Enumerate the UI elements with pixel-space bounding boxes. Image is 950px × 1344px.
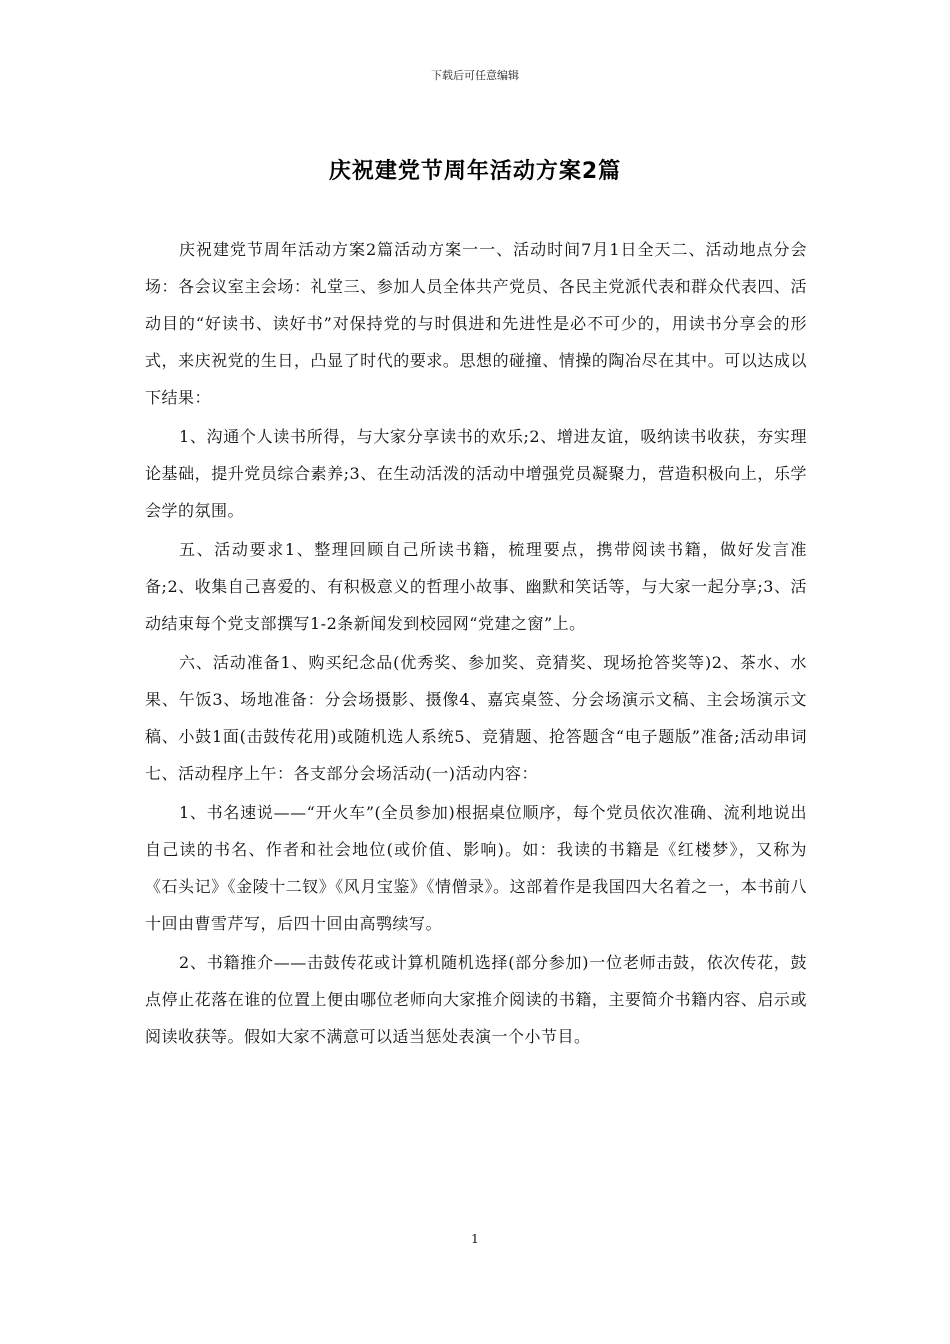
paragraph-intro: 庆祝建党节周年活动方案2篇活动方案一一、活动时间7月1日全天二、活动地点分会场：各会议室主会场：礼堂三、参加人员全体共产党员、各民主党派代表和群众代表四、活动目的“好读书、读好书”对保持党的与时俱进和先进性是必不可少的，用读书分享会的形式，来庆祝党的生日，凸显了时代的要求。思想的碰撞、情操的陶冶尽在其中。可以达成以下结果： xyxy=(145,240,807,407)
document-body xyxy=(145,231,807,1057)
document-title: 庆祝建党节周年活动方案2篇 xyxy=(328,159,622,184)
page-number: 1 xyxy=(471,1232,479,1246)
paragraph-results: 1、沟通个人读书所得，与大家分享读书的欢乐;2、增进友谊，吸纳读书收获，夯实理论基础，提升党员综合素养;3、在生动活泼的活动中增强党员凝聚力，营造积极向上，乐学会学的氛围。 xyxy=(145,427,807,520)
paragraph-book-title-relay: 1、书名速说——“开火车”(全员参加)根据桌位顺序，每个党员依次准确、流利地说出自己读的书名、作者和社会地位(或价值、影响)。如：我读的书籍是《红楼梦》，又称为《石头记》《金陵十二钗》《风月宝鉴》《情僧录》。这部着作是我国四大名着之一，本书前八十回由曹雪芹写，后四十回由高鹗续写。 xyxy=(145,803,807,933)
paragraph-preparation: 六、活动准备1、购买纪念品(优秀奖、参加奖、竞猜奖、现场抢答奖等)2、茶水、水果、午饭3、场地准备：分会场摄影、摄像4、嘉宾桌签、分会场演示文稿、主会场演示文稿、小鼓1面(击鼓传花用)或随机选人系统5、竞猜题、抢答题含“电子题版”准备;活动串词七、活动程序上午：各支部分会场活动(一)活动内容： xyxy=(145,653,807,783)
header-note: 下载后可任意编辑 xyxy=(431,69,519,82)
paragraph-book-recommendation: 2、书籍推介——击鼓传花或计算机随机选择(部分参加)一位老师击鼓，依次传花，鼓点停止花落在谁的位置上便由哪位老师向大家推介阅读的书籍，主要简介书籍内容、启示或阅读收获等。假如大家不满意可以适当惩处表演一个小节目。 xyxy=(145,953,807,1046)
paragraph-requirements: 五、活动要求1、整理回顾自己所读书籍，梳理要点，携带阅读书籍，做好发言准备;2、收集自己喜爱的、有积极意义的哲理小故事、幽默和笑话等，与大家一起分享;3、活动结束每个党支部撰写1-2条新闻发到校园网“党建之窗”上。 xyxy=(145,540,807,633)
